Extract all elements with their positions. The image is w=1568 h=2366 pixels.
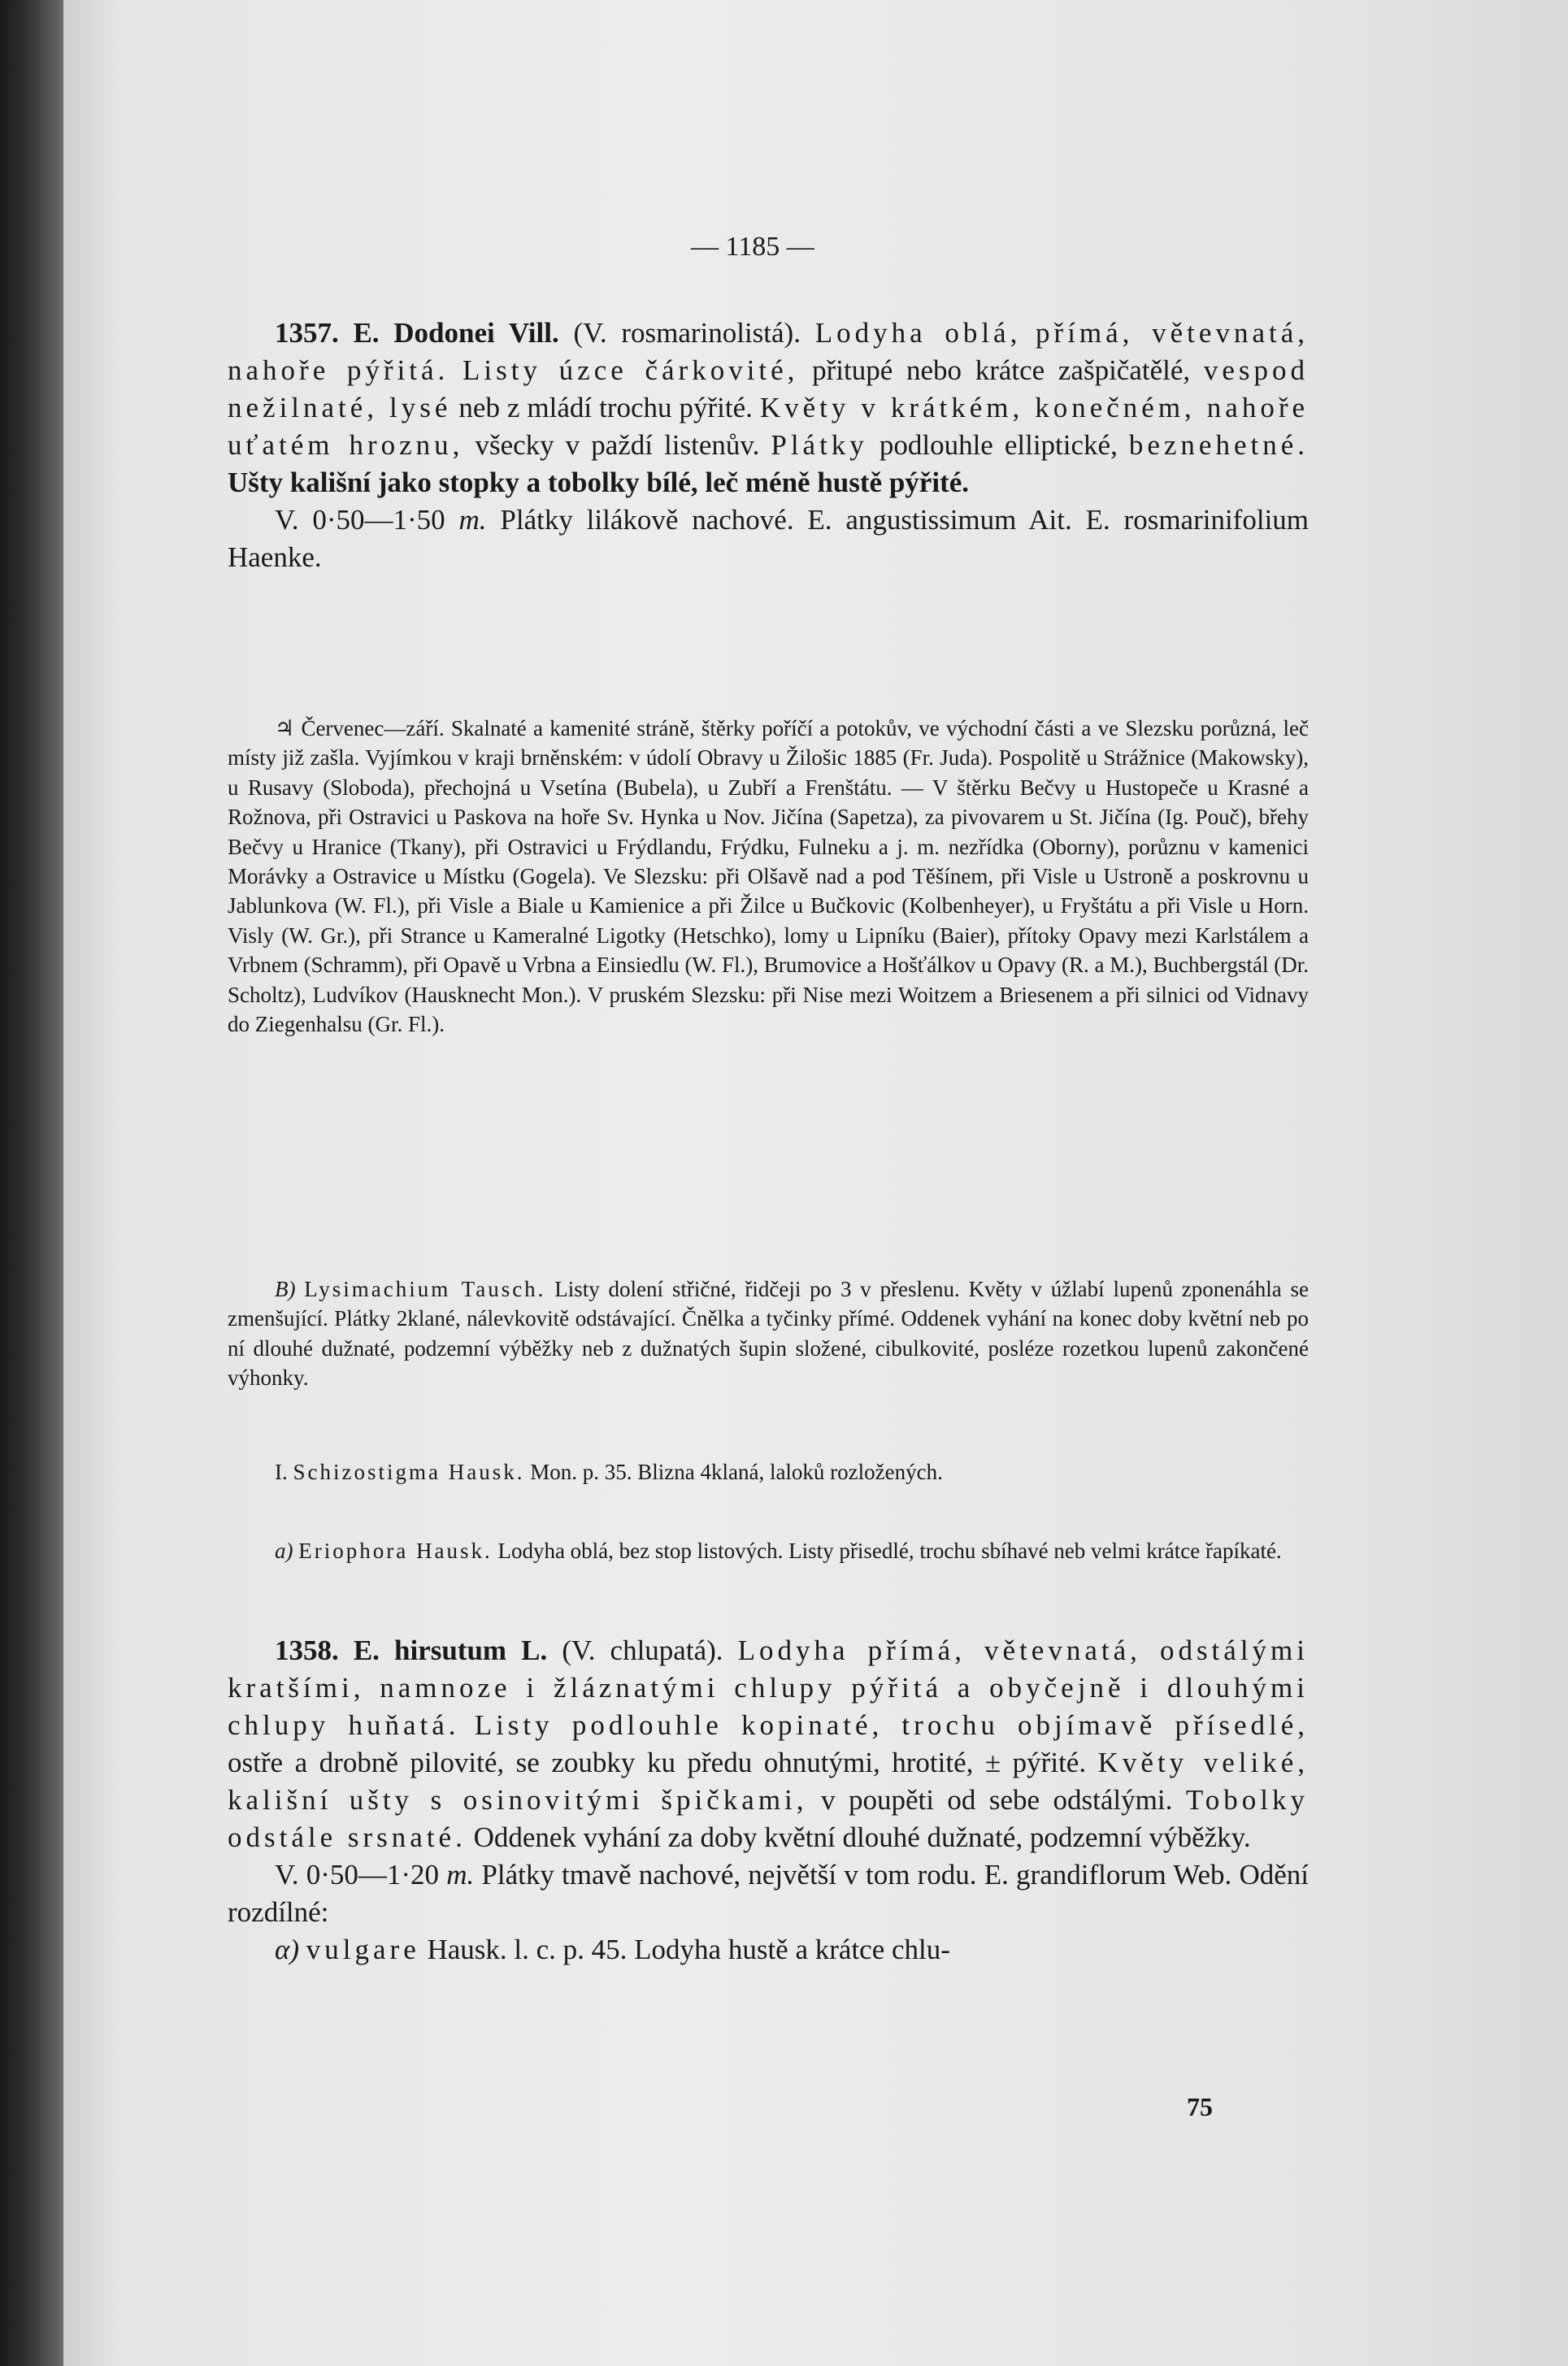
entry-number-1357: 1357. E. Dodonei Vill. [275,317,559,349]
section-i: I. Schizostigma Hausk. Mon. p. 35. Blizna 4klaná, laloků rozložených. [275,1460,943,1484]
entry-1358: 1358. E. hirsutum L. (V. chlupatá). Lodyha přímá, větevnatá, odstálými kratšími, namnoze i žláznatými chlupy pýřitá a obyčejně i dlouhými chlupy huňatá. Listy podlouhle kopinaté, trochu objímavě přísedlé, ostře a drobně pilovité, se zoubky ku předu ohnutými, hrotité, ± pýřité. Květy veliké, kališní ušty s osinovitými špičkami, v poupěti od sebe odstálými. Tobolky odstále srsnaté. Oddenek vyhání za doby květní dlouhé dužnaté, podzemní výběžky. V. 0·50—1·20 m. Plátky tmavě nachové, největší v tom rodu. E. grandiflorum Web. Odění rozdílné: α) vulgare Hausk. l. c. p. 45. Lodyha hustě a krátce chlu- [228,1632,1309,1969]
entry-number-1358: 1358. E. hirsutum L. [275,1634,548,1666]
entry-1357: 1357. E. Dodonei Vill. (V. rosmarinolistá). Lodyha oblá, přímá, větevnatá, nahoře pýřitá. Listy úzce čárkovité, přitupé nebo krátce zašpičatělé, vespod nežilnaté, lysé neb z mládí trochu pýřité. Květy v krátkém, konečném, nahoře uťatém hroznu, všecky v paždí listenův. Plátky podlouhle elliptické, beznehetné. Ušty kališní jako stopky a tobolky bílé, leč méně hustě pýřité. V. 0·50—1·50 m. Plátky lilákově nachové. E. angustissimum Ait. E. rosmarinifolium Haenke. [228,315,1309,576]
entry-1358-size: V. 0·50—1·20 m. Plátky tmavě nachové, největší v tom rodu. E. grandiflorum Web. Odění rozdílné: [228,1859,1310,1928]
page-number: — 1185 — [691,232,814,262]
entry-1357-size: V. 0·50—1·50 m. Plátky lilákově nachové. E. angustissimum Ait. E. rosmarinifolium Haenke. [228,504,1310,573]
entry-1357-habitat: ♃ Červenec—září. Skalnaté a kamenité stráně, štěrky poříčí a potokův, ve východní části a ve Slezsku porůzná, leč místy již zašla. Vyjímkou v kraji brněnském: v údolí Obravy u Žilošic 1885 (Fr. Juda). Pospolitě u Strážnice (Makowsky), u Rusavy (Sloboda), přechojná u Vsetína (Bubela), u Zubří a Frenštátu. — V štěrku Bečvy u Hustopeče u Krasné a Rožnova, při Ostravici u Paskova na hoře Sv. Hynka u Nov. Jičína (Sapetza), za pivovarem u St. Jičína (Ig. Pouč), břehy Bečvy u Hranice (Tkany), při Ostravici u Frýdlandu, Frýdku, Fulneku a j. m. nezřídka (Oborny), porůznu v kamenici Morávky a Ostravice u Místku (Gogela). Ve Slezsku: při Olšavě nad a pod Těšínem, při Visle u Ustroně a poskrovnu u Jablunkova (W. Fl.), při Visle a Biale u Kamienice a při Žilce u Bučkovic (Kolbenheyer), u Fryštátu a při Visle u Horn. Visly (W. Gr.), při Strance u Kameralné Ligotky (Hetschko), lomy u Lipníku (Baier), přítoky Opavy mezi Karlstálem a Vrbnem (Schramm), při Opavě u Vrbna a Einsiedlu (W. Fl.), Brumovice a Hošťálkov u Opavy (R. a M.), Buchbergstál (Dr. Scholtz), Ludvíkov (Hausknecht Mon.). V pruském Slezsku: při Nise mezi Woitzem a Briesenem a při silnici od Vidnavy do Ziegenhalsu (Gr. Fl.). [228,716,1309,1037]
signature-mark: 75 [1187,2092,1213,2121]
section-b: B) Lysimachium Tausch. Listy dolení střičné, řidčeji po 3 v přeslenu. Květy v úžlabí lupenů zponenáhla se zmenšující. Plátky 2klané, nálevkovitě odstávající. Čnělka a tyčinky přímé. Oddenek vyhání na konec doby květní neb po ní dlouhé dužnaté, podzemní výběžky neb z dužnatých šupin složené, cibulkovité, posléze rozetkou lupenů zakončené výhonky. [228,1277,1309,1391]
entry-1358-variety-alpha: α) vulgare Hausk. l. c. p. 45. Lodyha hustě a krátce chlu- [275,1934,950,1965]
book-spine-shadow [0,0,63,2366]
section-a: a) Eriophora Hausk. Lodyha oblá, bez stop listových. Listy přisedlé, trochu sbíhavé neb velmi krátce řapíkaté. [275,1539,1282,1563]
